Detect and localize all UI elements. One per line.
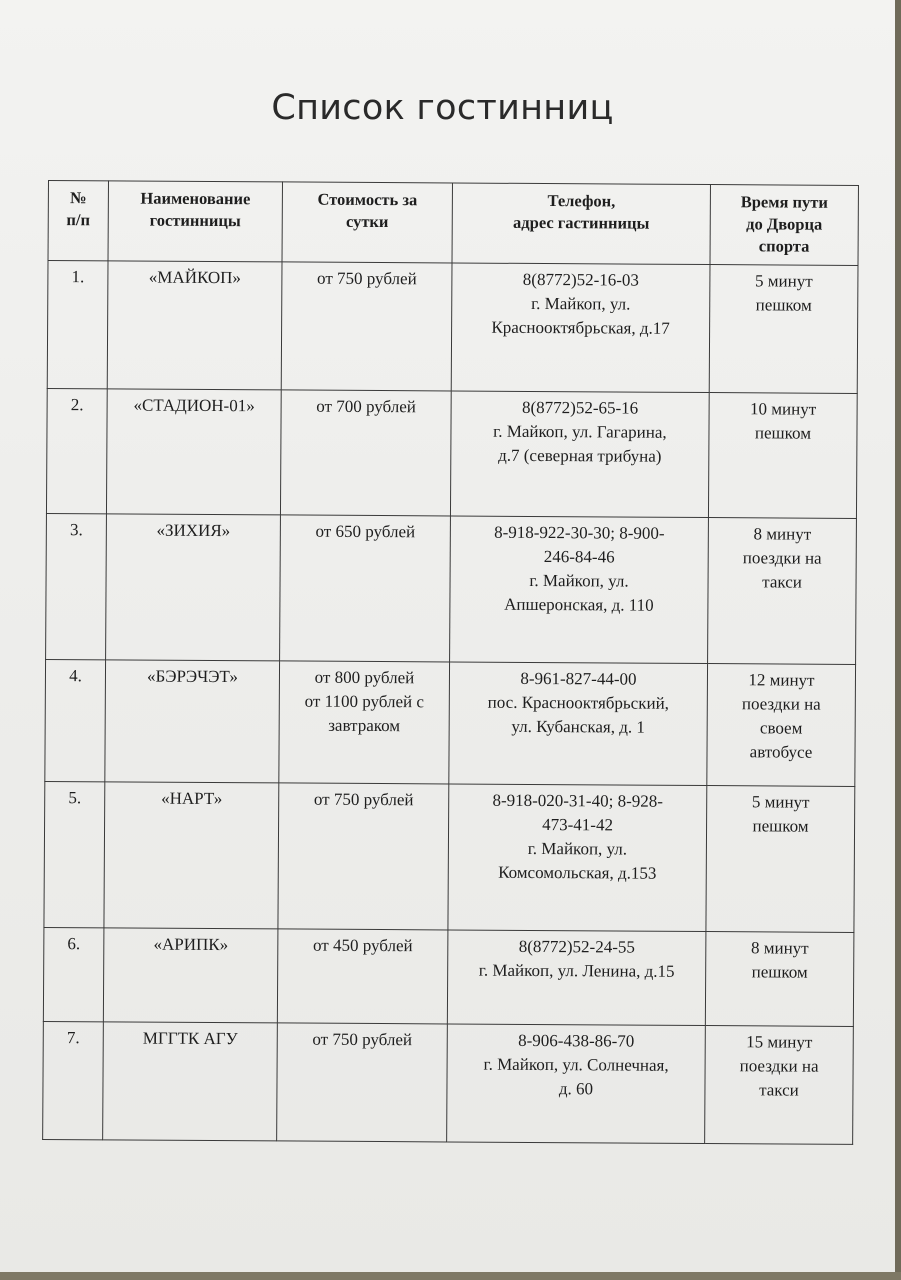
hotel-price: от 800 рублей от 1100 рублей с завтраком [279, 661, 450, 784]
hotel-travel-time: 8 минут пешком [705, 932, 854, 1027]
hotel-price: от 750 рублей [277, 1023, 448, 1142]
hotel-name: «ЗИХИЯ» [106, 514, 281, 661]
hotel-travel-time: 5 минут пешком [709, 265, 858, 394]
hotel-name: МГГТК АГУ [103, 1022, 278, 1141]
hotel-travel-time: 12 минут поездки на своем автобусе [707, 664, 856, 787]
hotel-contact: 8-961-827-44-00 пос. Краснооктябрьский, ул. Кубанская, д. 1 [449, 662, 708, 786]
hotel-price: от 700 рублей [280, 390, 451, 516]
hotel-name: «БЭРЭЧЭТ» [105, 660, 280, 783]
hotel-contact: 8(8772)52-24-55 г. Майкоп, ул. Ленина, д.15 [447, 930, 706, 1026]
hotel-name: «НАРТ» [104, 782, 279, 929]
row-number: 1. [47, 261, 108, 389]
table-row [46, 388, 857, 518]
hotels-table [42, 180, 859, 1145]
hotel-price: от 650 рублей [280, 515, 451, 662]
table-row [46, 513, 857, 664]
hotel-contact: 8-918-922-30-30; 8-900- 246-84-46 г. Майкоп, ул. Апшеронская, д. 110 [450, 516, 709, 664]
table-row [47, 261, 858, 394]
hotel-contact: 8(8772)52-16-03 г. Майкоп, ул. Краснооктябрьская, д.17 [451, 263, 710, 393]
row-number: 6. [43, 927, 104, 1021]
header-hotel-name: Наименование гостинницы [108, 181, 282, 262]
row-number: 5. [44, 781, 105, 927]
header-price: Стоимость за сутки [282, 182, 452, 263]
table-header-row [48, 181, 858, 266]
hotel-name: «МАЙКОП» [107, 261, 282, 390]
row-number: 7. [43, 1021, 104, 1139]
document-title: Список гостинниц [271, 88, 614, 128]
table-row [44, 781, 855, 932]
hotel-contact: 8(8772)52-65-16 г. Майкоп, ул. Гагарина, д.7 (северная трибуна) [450, 391, 709, 518]
hotel-name: «АРИПК» [103, 928, 278, 1023]
table-row [45, 659, 856, 786]
hotel-travel-time: 10 минут пешком [708, 393, 857, 519]
hotel-travel-time: 8 минут поездки на такси [708, 518, 857, 665]
header-number: № п/п [48, 181, 108, 261]
hotel-travel-time: 15 минут поездки на такси [705, 1026, 854, 1145]
hotel-price: от 750 рублей [281, 262, 452, 391]
hotel-travel-time: 5 минут пешком [706, 786, 855, 933]
table-row [43, 1021, 854, 1144]
header-travel-time: Время пути до Дворца спорта [710, 185, 858, 266]
hotel-contact: 8-918-020-31-40; 8-928- 473-41-42 г. Майкоп, ул. Комсомольская, д.153 [448, 784, 707, 932]
table-row [43, 927, 854, 1026]
row-number: 2. [46, 388, 107, 513]
background-edge-right [895, 0, 901, 1280]
header-contact: Телефон, адрес гастинницы [452, 183, 710, 265]
hotel-price: от 450 рублей [277, 929, 448, 1024]
row-number: 4. [45, 659, 106, 781]
hotel-name: «СТАДИОН-01» [106, 389, 281, 515]
hotel-contact: 8-906-438-86-70 г. Майкоп, ул. Солнечная, д. 60 [447, 1024, 706, 1144]
row-number: 3. [46, 513, 107, 659]
hotel-price: от 750 рублей [278, 783, 449, 930]
background-edge-bottom [0, 1272, 901, 1280]
